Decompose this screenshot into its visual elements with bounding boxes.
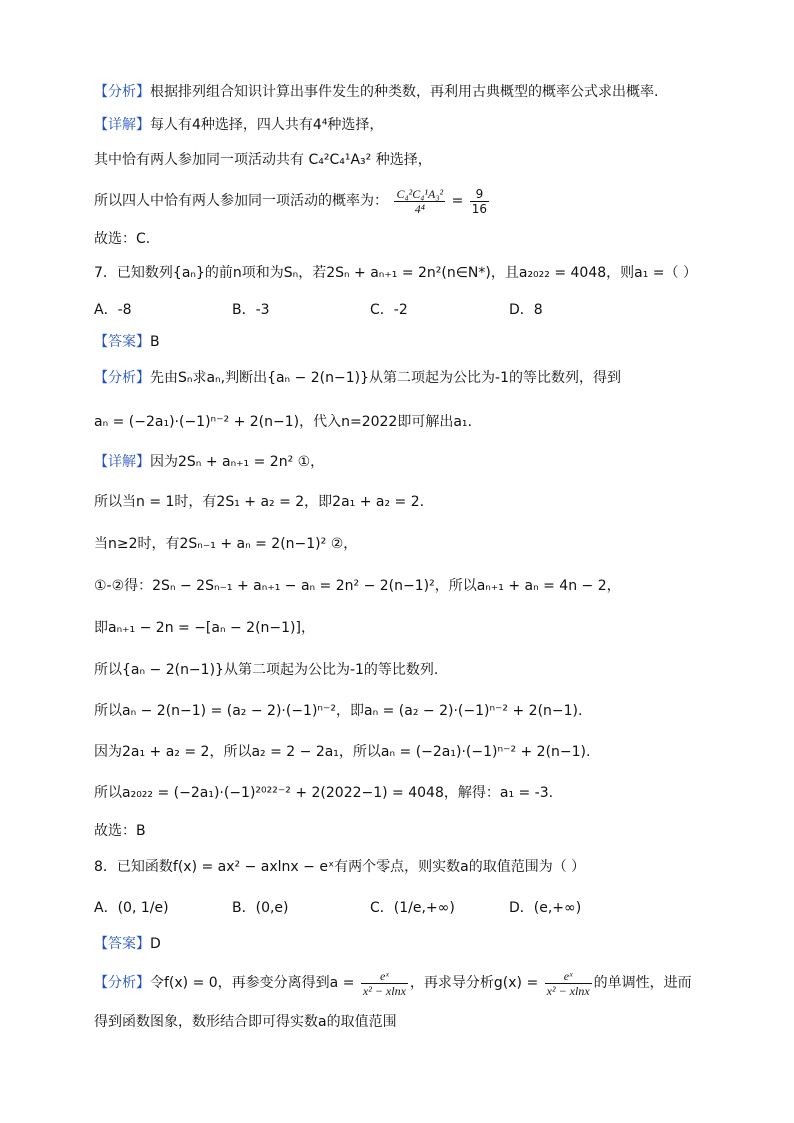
- q7-answer-value: B: [150, 334, 160, 350]
- q7-line-2: 所以当n = 1时，有2S₁ + a₂ = 2，即2a₁ + a₂ = 2.: [94, 494, 425, 510]
- q6-fraction: [394, 187, 445, 216]
- q7-line-7: 所以aₙ − 2(n−1) = (a₂ − 2)·(−1)ⁿ⁻²，即aₙ = (a₂ − 2)·(−1)ⁿ⁻² + 2(n−1).: [94, 703, 583, 719]
- q7-line-8: 因为2a₁ + a₂ = 2，所以a₂ = 2 − 2a₁，所以aₙ = (−2a₁)·(−1)ⁿ⁻² + 2(n−1).: [94, 744, 591, 760]
- q6-fraction-denominator: 4⁴: [414, 201, 425, 216]
- q6-detail-text: 每人有4种选择，四人共有4⁴种选择，: [150, 117, 384, 133]
- q6-choice: 故选：C.: [94, 231, 151, 247]
- q7-option-b: B．-3: [232, 302, 270, 318]
- q8-option-c: C．(1/e,+∞): [370, 900, 455, 916]
- detail-tag: 【详解】: [94, 117, 150, 133]
- q8-fraction-a: [361, 969, 408, 998]
- answer-tag: 【答案】: [94, 334, 150, 350]
- q8-fraction-g-numerator: eˣ: [545, 969, 592, 984]
- q6-analysis: [94, 82, 734, 102]
- q7-option-c: C．-2: [370, 302, 408, 318]
- q7-option-a: A．-8: [94, 302, 132, 318]
- q7-line-5: 即aₙ₊₁ − 2n = −[aₙ − 2(n−1)]，: [94, 620, 315, 636]
- q8-analysis: [94, 966, 734, 1000]
- q7-option-d: D．8: [509, 302, 543, 318]
- q8-fraction-a-denominator: x² − xlnx: [362, 983, 406, 998]
- q6-equals: =: [451, 193, 464, 209]
- q6-result-numerator: 9: [470, 187, 489, 202]
- q7-detail-text: 因为2Sₙ + aₙ₊₁ = 2n² ①，: [150, 454, 325, 470]
- q8-fraction-g: [545, 969, 592, 998]
- q7-analysis: [94, 368, 734, 388]
- q7-answer: [94, 332, 734, 352]
- q7-stem: 7．已知数列{aₙ}的前n项和为Sₙ，若2Sₙ + aₙ₊₁ = 2n²(n∈N*)，且a₂₀₂₂ = 4048，则a₁ =（ ）: [94, 265, 697, 281]
- q8-fraction-a-numerator: eˣ: [361, 969, 408, 984]
- q7-detail: [94, 452, 734, 472]
- q7-line-9: 所以a₂₀₂₂ = (−2a₁)·(−1)²⁰²²⁻² + 2(2022−1) = 4048，解得：a₁ = -3.: [94, 785, 554, 801]
- q7-analysis-2: aₙ = (−2a₁)·(−1)ⁿ⁻² + 2(n−1)，代入n=2022即可解出a₁.: [94, 414, 472, 430]
- analysis-tag: 【分析】: [94, 370, 150, 386]
- q7-analysis-text: 先由Sₙ求aₙ,判断出{aₙ − 2(n−1)}从第二项起为公比为-1的等比数列，得到: [150, 370, 621, 386]
- q8-stem: 8．已知函数f(x) = ax² − axlnx − eˣ有两个零点，则实数a的取值范围为（ ）: [94, 859, 586, 875]
- q8-answer: [94, 934, 734, 954]
- q6-result-fraction: [470, 187, 489, 216]
- q6-fraction-numerator: C₄²C₄¹A₃²: [396, 186, 444, 201]
- q8-option-a: A．(0, 1/e): [94, 900, 169, 916]
- analysis-tag: 【分析】: [94, 84, 150, 100]
- q6-result-denominator: 16: [471, 201, 488, 216]
- detail-tag: 【详解】: [94, 454, 150, 470]
- q8-option-d: D．(e,+∞): [509, 900, 582, 916]
- q8-fraction-g-denominator: x² − xlnx: [546, 983, 590, 998]
- q6-line-2: 其中恰有两人参加同一项活动共有 C₄²C₄¹A₃² 种选择，: [94, 152, 432, 168]
- q8-answer-value: D: [150, 936, 161, 952]
- q8-option-b: B．(0,e): [232, 900, 289, 916]
- q6-analysis-text: 根据排列组合知识计算出事件发生的种类数，再利用古典概型的概率公式求出概率.: [150, 84, 659, 100]
- q8-analysis-text-2: ，再求导分析g(x) =: [409, 975, 539, 991]
- q8-analysis-2: 得到函数图象，数形结合即可得实数a的取值范围: [94, 1014, 397, 1030]
- q7-line-3: 当n≥2时，有2Sₙ₋₁ + aₙ = 2(n−1)² ②，: [94, 536, 358, 552]
- q6-line-3-text: 所以四人中恰有两人参加同一项活动的概率为：: [94, 193, 388, 209]
- q6-line-3: [94, 184, 734, 218]
- analysis-tag: 【分析】: [94, 975, 150, 991]
- answer-tag: 【答案】: [94, 936, 150, 952]
- q7-choice: 故选：B: [94, 823, 146, 839]
- q8-analysis-text-3: 的单调性，进而: [593, 975, 692, 991]
- q8-analysis-text-1: 令f(x) = 0，再参变分离得到a =: [150, 975, 355, 991]
- q7-line-4: ①-②得：2Sₙ − 2Sₙ₋₁ + aₙ₊₁ − aₙ = 2n² − 2(n−1)²，所以aₙ₊₁ + aₙ = 4n − 2，: [94, 578, 621, 594]
- q7-line-6: 所以{aₙ − 2(n−1)}从第二项起为公比为-1的等比数列.: [94, 662, 439, 678]
- q6-detail: [94, 115, 734, 135]
